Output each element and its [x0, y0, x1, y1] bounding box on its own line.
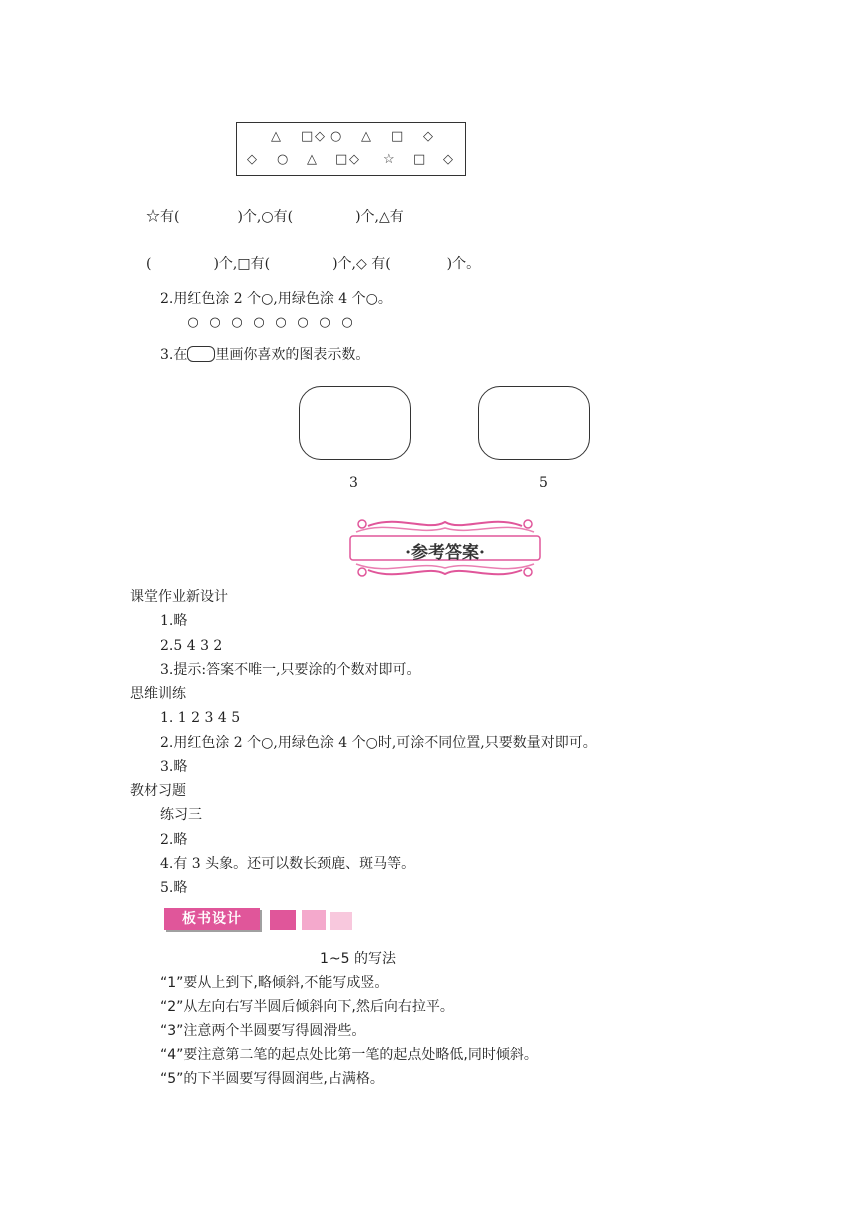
board-line-4: “4”要注意第二笔的起点处比第一笔的起点处略低,同时倾斜。	[160, 1047, 538, 1063]
rounded-box-icon	[187, 346, 215, 362]
circle-icon: ○	[319, 315, 331, 330]
board-title: 1~5 的写法	[320, 951, 396, 967]
diamond-icon: ◇	[247, 152, 257, 167]
board-line-3: “3”注意两个半圆要写得圆滑些。	[160, 1023, 366, 1039]
badge-label: 板书设计	[182, 911, 242, 927]
drawing-box-5[interactable]	[478, 386, 590, 460]
q3-text	[160, 346, 369, 364]
badge-square-2	[302, 910, 326, 930]
q1-star-count: ☆有(	[146, 209, 180, 225]
star-icon: ☆	[383, 152, 395, 167]
answer-2-2: 2.用红色涂 2 个○,用绿色涂 4 个○时,可涂不同位置,只要数量对即可。	[160, 735, 597, 751]
circle-icon: ○	[277, 152, 289, 167]
answer-1-2: 2.5 4 3 2	[160, 638, 223, 654]
triangle-icon: △	[307, 152, 317, 167]
board-line-5: “5”的下半圆要写得圆润些,占满格。	[160, 1071, 384, 1087]
circle-icon: ○	[253, 315, 265, 330]
circle-icon: ○	[330, 129, 342, 144]
answer-3-4: 5.略	[160, 880, 188, 896]
q1-square-count: )个,□有(	[213, 256, 271, 272]
q2-circles	[182, 314, 358, 332]
drawing-box-3[interactable]	[299, 386, 411, 460]
q1-paren: (	[146, 256, 152, 272]
square-icon: □	[413, 152, 426, 167]
circle-icon: ○	[231, 315, 243, 330]
square-icon: □	[335, 152, 348, 167]
board-design-badge	[164, 908, 354, 930]
q3-prefix: 3.在	[160, 347, 188, 363]
q2-text: 2.用红色涂 2 个○,用绿色涂 4 个○。	[160, 291, 392, 307]
diamond-icon: ◇	[443, 152, 453, 167]
diamond-icon: ◇	[423, 129, 433, 144]
circle-icon: ○	[297, 315, 309, 330]
q1-diamond-count: )个,◇ 有(	[332, 256, 391, 272]
diamond-icon: ◇	[315, 129, 325, 144]
circle-icon: ○	[341, 315, 353, 330]
diamond-icon: ◇	[349, 152, 359, 167]
badge-square-1	[270, 910, 296, 930]
shapes-box	[236, 122, 466, 176]
circle-icon: ○	[209, 315, 221, 330]
section-title-1: 课堂作业新设计	[130, 589, 228, 605]
q1-triangle-count: )个,△有	[355, 209, 404, 225]
drawing-box-label-3: 3	[349, 475, 358, 491]
q1-circle-count: )个,○有(	[237, 209, 294, 225]
drawing-box-label-5: 5	[539, 475, 548, 491]
answer-1-3: 3.提示:答案不唯一,只要涂的个数对即可。	[160, 662, 421, 678]
square-icon: □	[301, 129, 314, 144]
answer-3-3: 4.有 3 头象。还可以数长颈鹿、斑马等。	[160, 856, 416, 872]
section-title-3: 教材习题	[130, 783, 186, 799]
q1-line-2	[146, 255, 480, 273]
badge-square-3	[330, 912, 352, 930]
answer-3-2: 2.略	[160, 832, 188, 848]
section-title-2: 思维训练	[130, 686, 186, 702]
answer-banner	[348, 512, 542, 584]
circle-icon: ○	[275, 315, 287, 330]
badge-label-bg	[164, 908, 260, 930]
answer-2-1: 1. 1 2 3 4 5	[160, 710, 241, 726]
triangle-icon: △	[361, 129, 371, 144]
answer-3-1: 练习三	[160, 807, 202, 823]
q1-end: )个。	[446, 256, 481, 272]
answer-2-3: 3.略	[160, 759, 188, 775]
q1-line-1	[146, 208, 404, 226]
q3-suffix: 里画你喜欢的图表示数。	[215, 347, 370, 363]
square-icon: □	[391, 129, 404, 144]
triangle-icon: △	[271, 129, 281, 144]
circle-icon: ○	[187, 315, 199, 330]
answer-banner-title: ·参考答案·	[405, 543, 485, 563]
board-line-2: “2”从左向右写半圆后倾斜向下,然后向右拉平。	[160, 999, 454, 1015]
board-line-1: “1”要从上到下,略倾斜,不能写成竖。	[160, 975, 389, 991]
answer-1-1: 1.略	[160, 613, 188, 629]
